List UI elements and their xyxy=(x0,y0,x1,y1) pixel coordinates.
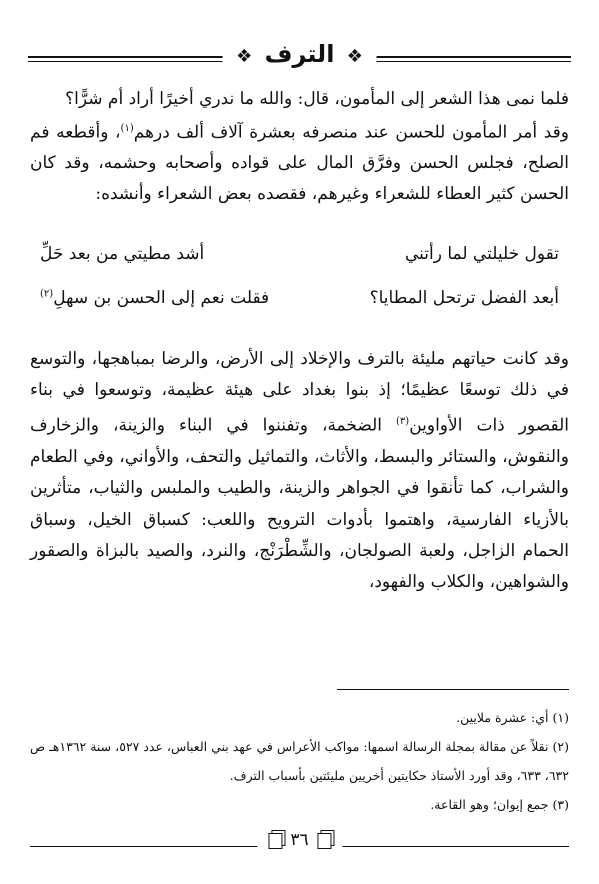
ornament-icon: ❖ xyxy=(346,46,363,67)
page-footer xyxy=(30,828,569,858)
footnote-ref-2[interactable]: (٢) xyxy=(40,288,54,300)
paragraph-1-rest: وقد أمر المأمون للحسن عند منصرفه بعشرة آلاف ألف درهم$^{(١)}$، وأقطعه فم الصلح، فجلس الحسن وفرَّق المال على قواده وأصحابه وحشمه، وقد كان الحسن كثير العطاء للشعراء وغيرهم، فقصده بعض الشعراء وأنشده: xyxy=(30,123,569,204)
page-number-box xyxy=(257,830,342,850)
running-title xyxy=(222,40,377,68)
page-number: ٣٦ xyxy=(290,830,309,850)
footnotes xyxy=(30,703,569,819)
verse-1-hemistich-2: أشد مطيتي من بعد حَلِّ xyxy=(40,244,205,264)
verse-line-2 xyxy=(40,288,559,318)
footnote-3: (٣) جمع إيوان؛ وهو القاعة. xyxy=(430,797,569,812)
footnote-2: (٢) نقلاً عن مقالة بمجلة الرسالة اسمها: مواكب الأعراس في عهد بني العباس، عدد ٥٢٧، سنة ١٣٦٢هـ ص ٦٣٢، ٦٣٣، وقد أورد الأستاذ حكايتين أخريين مليئتين بأسباب الترف. xyxy=(30,739,569,783)
footnote-separator xyxy=(337,689,569,690)
verse-2-hemistich-1: أبعد الفضل ترتحل المطايا؟ xyxy=(369,288,559,308)
paragraph-2: وقد كانت حياتهم مليئة بالترف والإخلاد إلى الأرض، والرضا بمباهجها، والتوسع في ذلك توسعًا عظيمًا؛ إذ بنوا بغداد على هيئة عظيمة، وتوسعوا في بناء القصور ذات الأواوين$^{(٣)}$ الضخمة، وتفننوا في البناء والزينة، والزخارف والنقوش، والستائر والبسط، والأثاث، والتماثيل والتحف، والأواني، وفي الطعام والشراب، كما تأنقوا في الجواهر والزينة، والطيب والملبس والثياب، متأثرين بالأزياء الفارسية، واهتموا بأدوات الترويح واللعب: كسباق الخيل، وسباق الحمام الزاجل، ولعبة الصولجان، والشِّطْرَنْج، والنرد، والصيد بالبزاة والصقور والشواهين، والكلاب والفهود، xyxy=(30,349,569,593)
verse-1-hemistich-1: تقول خليلتي لما رأتني xyxy=(404,244,559,264)
verse-line-1 xyxy=(40,244,559,274)
footnote-1: (١) أي: عشرة ملايين. xyxy=(456,710,569,725)
page-header xyxy=(28,36,571,76)
book-icon xyxy=(268,833,282,849)
footnote-ref-3[interactable]: (٣) xyxy=(396,416,410,428)
footnote-ref-1[interactable]: (١) xyxy=(120,123,134,135)
paragraph-1-line1: فلما نمى هذا الشعر إلى المأمون، قال: والله ما ندري أخيرًا أراد أم شرًّا؟ xyxy=(65,89,569,109)
ornament-icon: ❖ xyxy=(236,46,253,67)
verse-2-hemistich-2: فقلت نعم إلى الحسن بن سهلِ$^{(٢)}$ xyxy=(40,288,270,308)
running-title-text: الترف xyxy=(264,40,335,68)
paragraph-1 xyxy=(30,84,569,209)
book-icon xyxy=(317,833,331,849)
